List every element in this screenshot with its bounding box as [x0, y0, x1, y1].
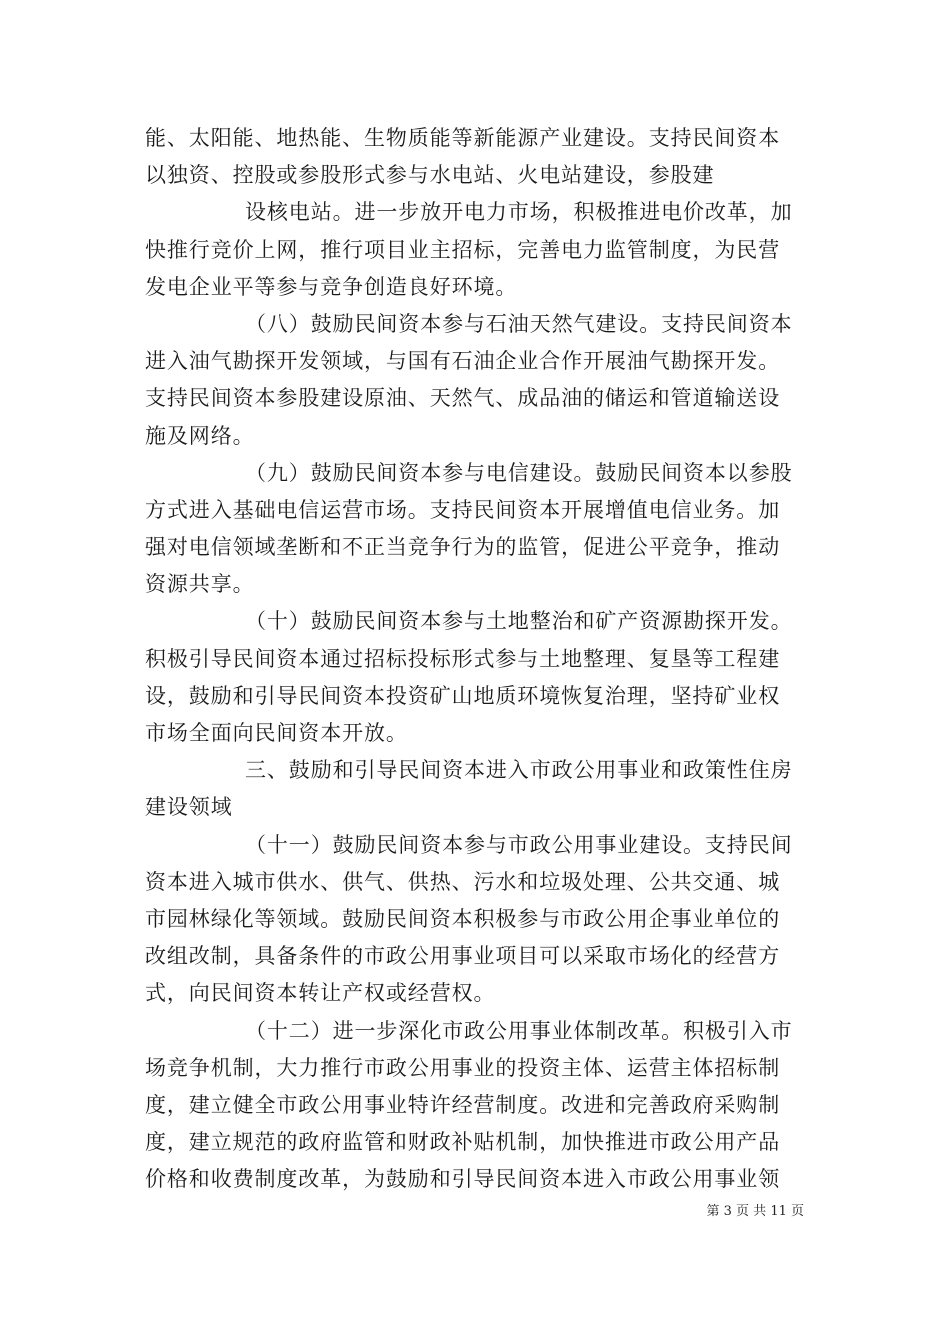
text-line: 度，建立健全市政公用事业特许经营制度。改进和完善政府采购制	[145, 1092, 781, 1117]
text-line: 能、太阳能、地热能、生物质能等新能源产业建设。支持民间资本	[145, 126, 781, 150]
text-line: 以独资、控股或参股形式参与水电站、火电站建设，参股建	[145, 163, 715, 188]
text-line: 设，鼓励和引导民间资本投资矿山地质环境恢复治理，坚持矿业权	[145, 683, 781, 708]
text-line: 设核电站。进一步放开电力市场，积极推进电价改革，加	[245, 200, 793, 225]
text-line: 发电企业平等参与竞争创造良好环境。	[145, 274, 518, 299]
text-line: 式，向民间资本转让产权或经营权。	[145, 981, 496, 1006]
text-line: 建设领域	[145, 795, 233, 820]
text-line: 快推行竞价上网，推行项目业主招标，完善电力监管制度，为民营	[145, 237, 781, 262]
text-line: （十一）鼓励民间资本参与市政公用事业建设。支持民间	[245, 832, 793, 857]
text-line: 强对电信领域垄断和不正当竞争行为的监管，促进公平竞争，推动	[145, 535, 781, 560]
text-line: 场竞争机制，大力推行市政公用事业的投资主体、运营主体招标制	[145, 1055, 781, 1080]
page-number-footer: 第 3 页 共 11 页	[706, 1204, 804, 1219]
text-line: 资本进入城市供水、供气、供热、污水和垃圾处理、公共交通、城	[145, 869, 781, 894]
text-line: 市园林绿化等领域。鼓励民间资本积极参与市政公用企事业单位的	[145, 906, 781, 931]
text-line: （八）鼓励民间资本参与石油天然气建设。支持民间资本	[245, 311, 793, 336]
text-line: 进入油气勘探开发领域，与国有石油企业合作开展油气勘探开发。	[145, 349, 781, 374]
text-line: 方式进入基础电信运营市场。支持民间资本开展增值电信业务。加	[145, 497, 781, 522]
text-line: 价格和收费制度改革，为鼓励和引导民间资本进入市政公用事业领	[145, 1167, 781, 1192]
text-line: 积极引导民间资本通过招标投标形式参与土地整理、复垦等工程建	[145, 646, 781, 671]
text-line: 施及网络。	[145, 423, 255, 448]
text-line: 三、鼓励和引导民间资本进入市政公用事业和政策性住房	[245, 758, 793, 783]
text-line: 度，建立规范的政府监管和财政补贴机制，加快推进市政公用产品	[145, 1130, 781, 1155]
text-line: 改组改制，具备条件的市政公用事业项目可以采取市场化的经营方	[145, 944, 781, 969]
text-line: （九）鼓励民间资本参与电信建设。鼓励民间资本以参股	[245, 460, 793, 485]
document-body	[145, 120, 807, 1198]
text-line: 资源共享。	[145, 572, 255, 597]
text-line: （十二）进一步深化市政公用事业体制改革。积极引入市	[245, 1018, 793, 1043]
text-line: 市场全面向民间资本开放。	[145, 721, 408, 745]
text-line: 支持民间资本参股建设原油、天然气、成品油的储运和管道输送设	[145, 386, 781, 411]
text-line: （十）鼓励民间资本参与土地整治和矿产资源勘探开发。	[245, 609, 793, 634]
